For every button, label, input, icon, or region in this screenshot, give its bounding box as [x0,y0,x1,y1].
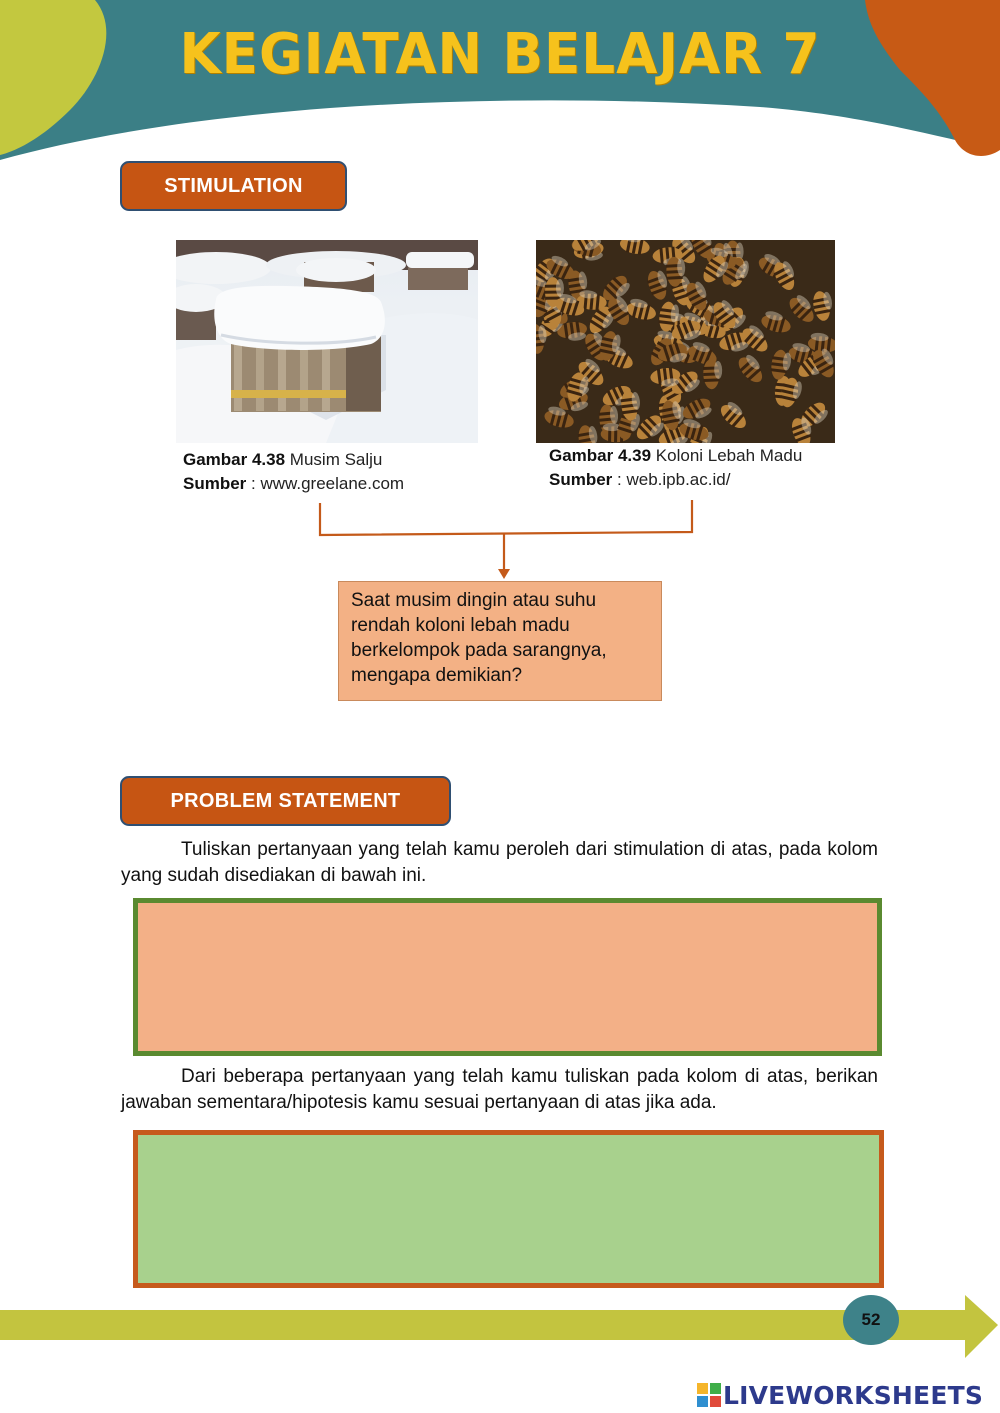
instruction-2: Dari beberapa pertanyaan yang telah kamu tuliskan pada kolom di atas, berikan jawaban sementara/hipotesis kamu sesuai pertanyaan di atas jika ada. [121,1066,878,1113]
figure-caption-1-line1 [183,448,483,472]
figure-source: : www.greelane.com [251,474,405,493]
figure-caption-1-line2 [183,472,483,496]
figure-caption-2-line2 [549,468,849,492]
stimulation-question-box: Saat musim dingin atau suhu rendah koloni lebah madu berkelompok pada sarangnya, mengapa demikian? [338,581,662,701]
question-answer-box[interactable] [133,898,882,1056]
hypothesis-answer-box[interactable] [133,1130,884,1288]
figure-source: : web.ipb.ac.id/ [617,470,731,489]
brand-name: LIVEWORKSHEETS [723,1380,984,1410]
liveworksheets-logo-icon [697,1383,721,1407]
figure-caption-2-line1 [549,444,849,468]
figure-title: Musim Salju [289,450,383,469]
problem-statement-label: PROBLEM STATEMENT [170,789,401,812]
instruction-1: Tuliskan pertanyaan yang telah kamu peroleh dari stimulation di atas, pada kolom yang sudah disediakan di bawah ini. [121,839,878,886]
source-label: Sumber [549,470,613,489]
figure-caption-2 [549,444,849,492]
figure-number: Gambar 4.38 [183,450,286,469]
source-label: Sumber [183,474,247,493]
stimulation-label: STIMULATION [164,174,303,197]
figure-number: Gambar 4.39 [549,446,652,465]
page-title: KEGIATAN BELAJAR 7 [179,22,821,87]
connector-arrow [300,495,720,585]
figure-caption-1 [183,448,483,496]
problem-statement-badge [120,776,451,826]
liveworksheets-brand[interactable] [697,1378,983,1412]
stimulation-badge [120,161,347,211]
page-number: 52 [843,1295,899,1345]
figure-title: Koloni Lebah Madu [655,446,803,465]
snow-beehives-photo [176,240,478,443]
bee-colony-photo [536,240,835,443]
